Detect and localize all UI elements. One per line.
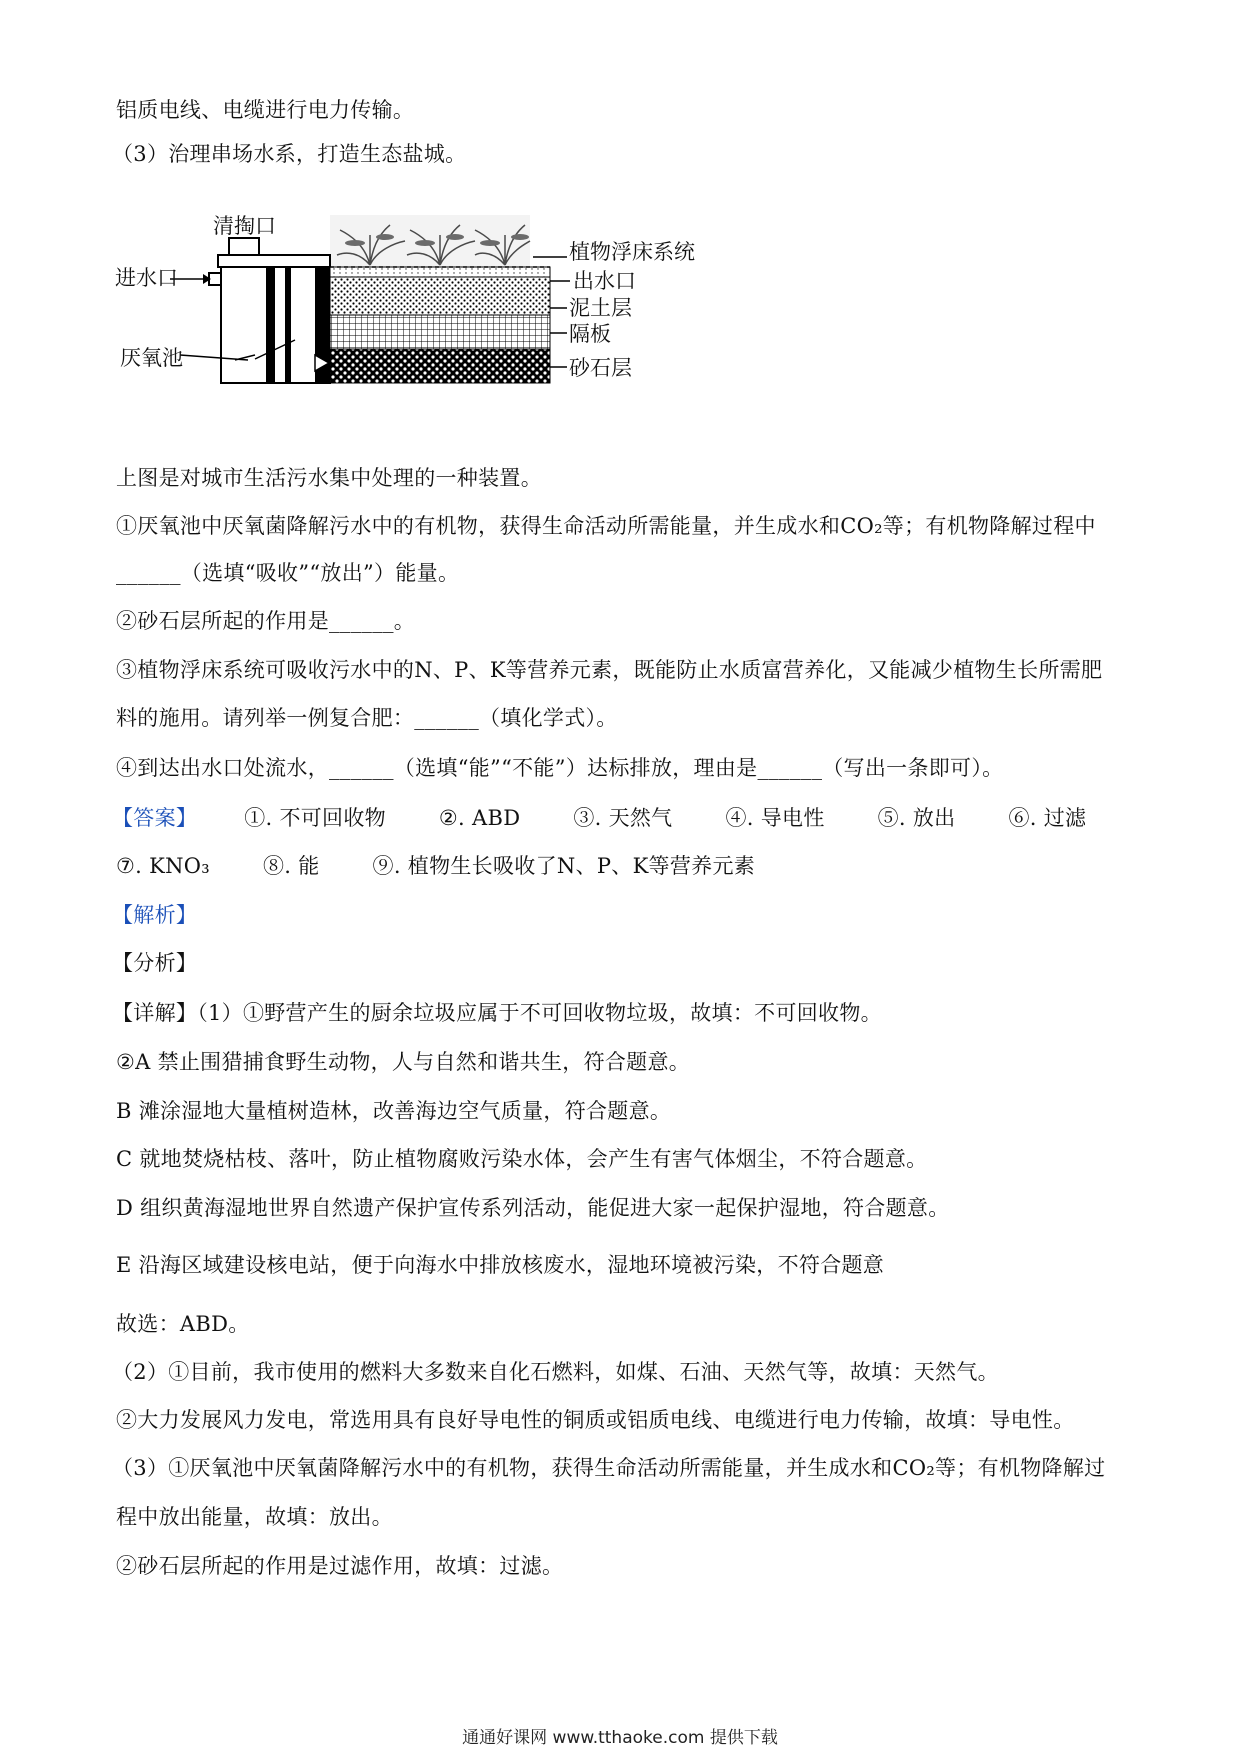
- plant-illustration: [330, 215, 530, 267]
- text-line: 料的施用。请列举一例复合肥：______（填化学式）。: [116, 706, 618, 730]
- answer-row: [116, 851, 801, 881]
- answer-row: [112, 803, 1086, 833]
- text-line: ______（选填“吸收”“放出”）能量。: [116, 561, 460, 585]
- answer-item: ②. ABD: [438, 806, 521, 830]
- detail-line: ②大力发展风力发电，常选用具有良好导电性的铜质或铝质电线、电缆进行电力传输，故填：导电性。: [116, 1408, 1075, 1432]
- text-line: ①厌氧池中厌氧菌降解污水中的有机物，获得生命活动所需能量，并生成水和CO₂等；有机物降解过程中: [116, 514, 1096, 538]
- answer-item: ⑦. KNO₃: [116, 854, 210, 878]
- label-cleanout: 清掏口: [213, 215, 276, 238]
- text-line: 上图是对城市生活污水集中处理的一种装置。: [116, 466, 542, 490]
- detail-line: 故选：ABD。: [116, 1312, 250, 1336]
- detail-line: （3）①厌氧池中厌氧菌降解污水中的有机物，获得生命活动所需能量，并生成水和CO₂等；有机物降解过: [112, 1456, 1106, 1480]
- analysis-tag: 【解析】: [112, 903, 198, 927]
- detail-line: （2）①目前，我市使用的燃料大多数来自化石燃料，如煤、石油、天然气等，故填：天然气。: [112, 1360, 999, 1384]
- detail-line: B 滩涂湿地大量植树造林，改善海边空气质量，符合题意。: [116, 1099, 672, 1123]
- label-partition: 隔板: [569, 322, 611, 346]
- label-soil-layer: 泥土层: [569, 296, 632, 320]
- fenxi-tag: 【分析】: [112, 951, 198, 975]
- answer-item: ①. 不可回收物: [244, 806, 386, 830]
- answer-item: ③. 天然气: [573, 806, 673, 830]
- detail-line: D 组织黄海湿地世界自然遗产保护宣传系列活动，能促进大家一起保护湿地，符合题意。: [116, 1196, 950, 1220]
- text-line: ④到达出水口处流水，______（选填“能”“不能”）达标排放，理由是______（写出一条即可）。: [116, 756, 1004, 780]
- answer-tag: 【答案】: [112, 806, 198, 830]
- text-line: ③植物浮床系统可吸收污水中的N、P、K等营养元素，既能防止水质富营养化，又能减少植物生长所需肥: [116, 658, 1103, 682]
- text-line: ②砂石层所起的作用是______。: [116, 609, 416, 633]
- answer-item: ④. 导电性: [725, 806, 825, 830]
- label-anaerobic-tank: 厌氧池: [120, 346, 183, 370]
- answer-item: ⑤. 放出: [877, 806, 956, 830]
- detail-line: 【详解】（1）①野营产生的厨余垃圾应属于不可回收物垃圾，故填：不可回收物。: [112, 1001, 882, 1025]
- detail-line: ②A 禁止围猎捕食野生动物，人与自然和谐共生，符合题意。: [116, 1050, 691, 1074]
- detail-line: C 就地焚烧枯枝、落叶，防止植物腐败污染水体，会产生有害气体烟尘，不符合题意。: [116, 1147, 928, 1171]
- detail-line: ②砂石层所起的作用是过滤作用，故填：过滤。: [116, 1554, 564, 1578]
- sewage-treatment-diagram: [115, 215, 795, 415]
- label-inlet: 进水口: [115, 266, 178, 290]
- answer-item: ⑨. 植物生长吸收了N、P、K等营养元素: [372, 854, 756, 878]
- answer-item: ⑧. 能: [262, 854, 320, 878]
- label-gravel-layer: 砂石层: [569, 356, 632, 380]
- question-heading: （3）治理串场水系，打造生态盐城。: [112, 142, 467, 166]
- label-plant-floating-bed: 植物浮床系统: [569, 240, 695, 264]
- detail-line: E 沿海区域建设核电站，便于向海水中排放核废水，湿地环境被污染，不符合题意: [116, 1253, 885, 1277]
- detail-line: 程中放出能量，故填：放出。: [116, 1505, 393, 1529]
- footer-source: 通通好课网 www.tthaoke.com 提供下载: [462, 1728, 778, 1748]
- label-outlet: 出水口: [573, 269, 636, 293]
- text-line: 铝质电线、电缆进行电力传输。: [116, 98, 415, 122]
- answer-item: ⑥. 过滤: [1008, 806, 1087, 830]
